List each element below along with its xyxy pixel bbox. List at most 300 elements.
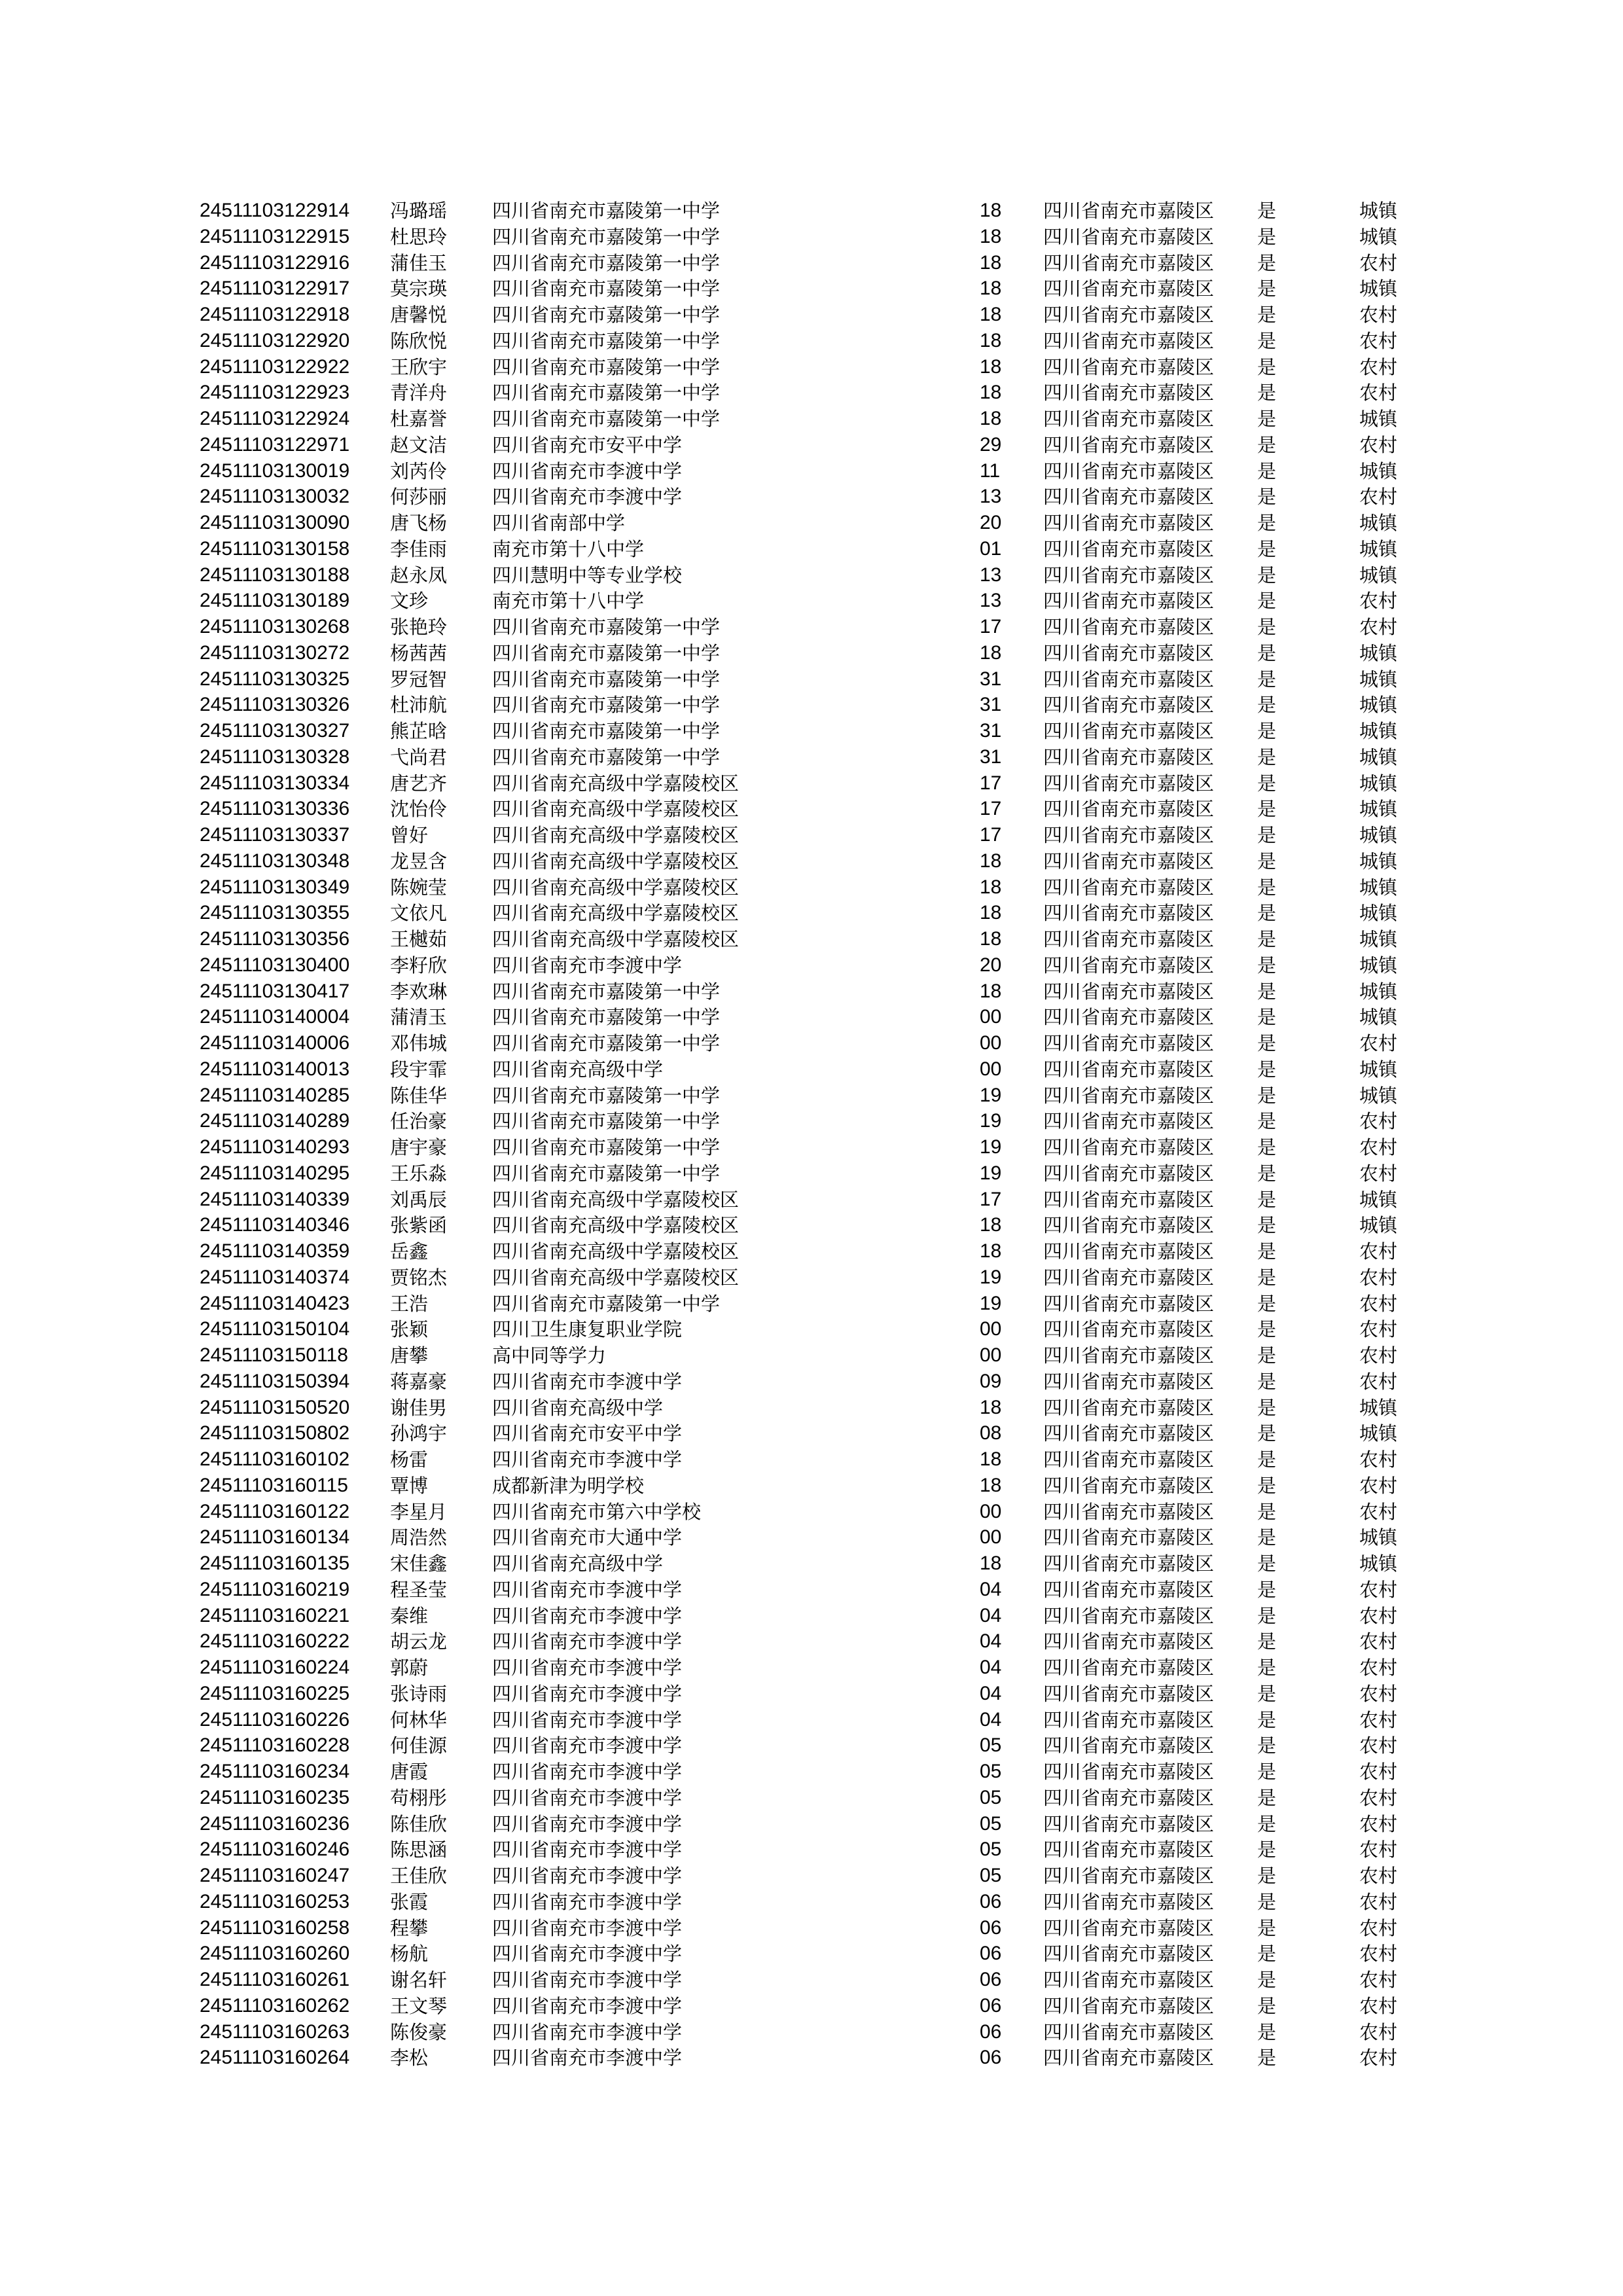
school-cell: 四川省南充市嘉陵第一中学 — [492, 1136, 721, 1158]
flag-cell: 是 — [1257, 200, 1277, 222]
name-cell: 王樾茹 — [390, 928, 448, 950]
name-cell: 王文琴 — [390, 1994, 448, 2017]
code-cell: 06 — [980, 1969, 1002, 1990]
area-type-cell: 农村 — [1359, 1786, 1398, 1809]
exam-id-cell: 24511103122915 — [200, 225, 350, 247]
region-cell: 四川省南充市嘉陵区 — [1043, 1058, 1215, 1081]
code-cell: 17 — [980, 798, 1002, 820]
school-cell: 四川省南充市嘉陵第一中学 — [492, 1110, 721, 1133]
area-type-cell: 农村 — [1359, 616, 1398, 638]
area-type-cell: 城镇 — [1359, 512, 1398, 534]
code-cell: 13 — [980, 590, 1002, 612]
area-type-cell: 农村 — [1359, 1240, 1398, 1263]
table-row — [0, 926, 1623, 952]
school-cell: 南充市第十八中学 — [492, 590, 645, 613]
region-cell: 四川省南充市嘉陵区 — [1043, 1865, 1215, 1887]
region-cell: 四川省南充市嘉陵区 — [1043, 1839, 1215, 1861]
school-cell: 四川省南充市嘉陵第一中学 — [492, 694, 721, 717]
school-cell: 四川省南充高级中学 — [492, 1058, 664, 1081]
flag-cell: 是 — [1257, 694, 1277, 717]
table-row — [0, 822, 1623, 848]
school-cell: 四川省南充市嘉陵第一中学 — [492, 1292, 721, 1315]
exam-id-cell: 24511103160235 — [200, 1786, 350, 1808]
region-cell: 四川省南充市嘉陵区 — [1043, 1969, 1215, 1991]
flag-cell: 是 — [1257, 1266, 1277, 1289]
code-cell: 05 — [980, 1839, 1002, 1861]
table-row — [0, 458, 1623, 484]
region-cell: 四川省南充市嘉陵区 — [1043, 2047, 1215, 2070]
exam-id-cell: 24511103160225 — [200, 1682, 350, 1704]
table-row — [0, 588, 1623, 614]
school-cell: 四川省南充市嘉陵第一中学 — [492, 304, 721, 326]
area-type-cell: 农村 — [1359, 1318, 1398, 1341]
area-type-cell: 城镇 — [1359, 1214, 1398, 1237]
flag-cell: 是 — [1257, 1084, 1277, 1107]
name-cell: 贾铭杰 — [390, 1266, 448, 1289]
school-cell: 四川省南充市李渡中学 — [492, 1839, 683, 1861]
school-cell: 四川省南充市李渡中学 — [492, 1682, 683, 1705]
table-row — [0, 796, 1623, 822]
table-row — [0, 276, 1623, 302]
name-cell: 青洋舟 — [390, 382, 448, 404]
code-cell: 00 — [980, 1344, 1002, 1366]
exam-id-cell: 24511103160221 — [200, 1604, 350, 1626]
exam-id-cell: 24511103160222 — [200, 1630, 350, 1653]
table-row — [0, 328, 1623, 354]
flag-cell: 是 — [1257, 382, 1277, 404]
flag-cell: 是 — [1257, 1682, 1277, 1705]
table-row — [0, 1655, 1623, 1681]
table-row — [0, 2045, 1623, 2071]
exam-id-cell: 24511103122971 — [200, 433, 350, 456]
region-cell: 四川省南充市嘉陵区 — [1043, 1422, 1215, 1445]
school-cell: 四川省南充高级中学嘉陵校区 — [492, 1214, 740, 1237]
name-cell: 程攀 — [390, 1916, 429, 1939]
region-cell: 四川省南充市嘉陵区 — [1043, 980, 1215, 1003]
exam-id-cell: 24511103130417 — [200, 980, 350, 1002]
school-cell: 四川省南充市安平中学 — [492, 433, 683, 456]
flag-cell: 是 — [1257, 251, 1277, 274]
area-type-cell: 农村 — [1359, 355, 1398, 378]
region-cell: 四川省南充市嘉陵区 — [1043, 537, 1215, 560]
region-cell: 四川省南充市嘉陵区 — [1043, 1266, 1215, 1289]
flag-cell: 是 — [1257, 225, 1277, 248]
school-cell: 四川省南充市李渡中学 — [492, 1943, 683, 1965]
exam-id-cell: 24511103150394 — [200, 1370, 350, 1392]
region-cell: 四川省南充市嘉陵区 — [1043, 1006, 1215, 1029]
school-cell: 四川省南充高级中学 — [492, 1396, 664, 1419]
code-cell: 06 — [980, 1916, 1002, 1939]
region-cell: 四川省南充市嘉陵区 — [1043, 1761, 1215, 1783]
name-cell: 胡云龙 — [390, 1630, 448, 1653]
flag-cell: 是 — [1257, 1240, 1277, 1263]
flag-cell: 是 — [1257, 1214, 1277, 1237]
code-cell: 18 — [980, 928, 1002, 950]
area-type-cell: 城镇 — [1359, 954, 1398, 977]
region-cell: 四川省南充市嘉陵区 — [1043, 1162, 1215, 1185]
name-cell: 唐飞杨 — [390, 512, 448, 534]
table-row — [0, 666, 1623, 692]
name-cell: 弋尚君 — [390, 745, 448, 768]
school-cell: 成都新津为明学校 — [492, 1474, 645, 1497]
area-type-cell: 农村 — [1359, 1110, 1398, 1133]
code-cell: 20 — [980, 512, 1002, 533]
table-row — [0, 562, 1623, 588]
flag-cell: 是 — [1257, 433, 1277, 456]
table-row — [0, 1499, 1623, 1525]
region-cell: 四川省南充市嘉陵区 — [1043, 486, 1215, 509]
exam-id-cell: 24511103122918 — [200, 304, 350, 325]
code-cell: 18 — [980, 355, 1002, 378]
region-cell: 四川省南充市嘉陵区 — [1043, 251, 1215, 274]
table-row — [0, 874, 1623, 901]
flag-cell: 是 — [1257, 1396, 1277, 1419]
flag-cell: 是 — [1257, 486, 1277, 509]
flag-cell: 是 — [1257, 537, 1277, 560]
table-row — [0, 406, 1623, 432]
region-cell: 四川省南充市嘉陵区 — [1043, 512, 1215, 534]
region-cell: 四川省南充市嘉陵区 — [1043, 1240, 1215, 1263]
flag-cell: 是 — [1257, 1786, 1277, 1809]
area-type-cell: 农村 — [1359, 486, 1398, 509]
table-row — [0, 536, 1623, 562]
name-cell: 王浩 — [390, 1292, 429, 1315]
name-cell: 唐馨悦 — [390, 304, 448, 326]
area-type-cell: 农村 — [1359, 1812, 1398, 1835]
region-cell: 四川省南充市嘉陵区 — [1043, 1136, 1215, 1158]
flag-cell: 是 — [1257, 1006, 1277, 1029]
table-row — [0, 1265, 1623, 1291]
region-cell: 四川省南充市嘉陵区 — [1043, 1344, 1215, 1367]
flag-cell: 是 — [1257, 824, 1277, 846]
region-cell: 四川省南充市嘉陵区 — [1043, 1657, 1215, 1679]
name-cell: 王乐淼 — [390, 1162, 448, 1185]
flag-cell: 是 — [1257, 1032, 1277, 1054]
exam-id-cell: 24511103140004 — [200, 1006, 350, 1028]
region-cell: 四川省南充市嘉陵区 — [1043, 2020, 1215, 2043]
code-cell: 18 — [980, 200, 1002, 221]
name-cell: 秦维 — [390, 1604, 429, 1627]
flag-cell: 是 — [1257, 1552, 1277, 1575]
exam-id-cell: 24511103160102 — [200, 1448, 350, 1470]
table-row — [0, 900, 1623, 926]
table-row — [0, 1446, 1623, 1473]
flag-cell: 是 — [1257, 1943, 1277, 1965]
name-cell: 蒋嘉豪 — [390, 1370, 448, 1393]
flag-cell: 是 — [1257, 1162, 1277, 1185]
flag-cell: 是 — [1257, 1657, 1277, 1679]
name-cell: 罗冠智 — [390, 668, 448, 691]
name-cell: 杜沛航 — [390, 694, 448, 717]
table-row — [0, 1524, 1623, 1551]
region-cell: 四川省南充市嘉陵区 — [1043, 1630, 1215, 1653]
school-cell: 四川省南充高级中学嘉陵校区 — [492, 876, 740, 899]
region-cell: 四川省南充市嘉陵区 — [1043, 355, 1215, 378]
flag-cell: 是 — [1257, 512, 1277, 534]
code-cell: 19 — [980, 1110, 1002, 1132]
area-type-cell: 城镇 — [1359, 694, 1398, 717]
school-cell: 四川省南充高级中学嘉陵校区 — [492, 1240, 740, 1263]
school-cell: 四川省南充市李渡中学 — [492, 1994, 683, 2017]
region-cell: 四川省南充市嘉陵区 — [1043, 1526, 1215, 1549]
code-cell: 01 — [980, 537, 1002, 560]
flag-cell: 是 — [1257, 1890, 1277, 1913]
region-cell: 四川省南充市嘉陵区 — [1043, 1214, 1215, 1237]
name-cell: 刘芮伶 — [390, 459, 448, 482]
name-cell: 张诗雨 — [390, 1682, 448, 1705]
region-cell: 四川省南充市嘉陵区 — [1043, 1604, 1215, 1627]
exam-id-cell: 24511103130327 — [200, 720, 350, 742]
flag-cell: 是 — [1257, 2047, 1277, 2070]
school-cell: 四川省南充市李渡中学 — [492, 459, 683, 482]
area-type-cell: 城镇 — [1359, 200, 1398, 222]
area-type-cell: 城镇 — [1359, 278, 1398, 300]
school-cell: 四川省南充市嘉陵第一中学 — [492, 382, 721, 404]
name-cell: 杜嘉誉 — [390, 408, 448, 430]
code-cell: 13 — [980, 486, 1002, 508]
name-cell: 刘禹辰 — [390, 1188, 448, 1211]
area-type-cell: 农村 — [1359, 1162, 1398, 1185]
name-cell: 何佳源 — [390, 1734, 448, 1757]
flag-cell: 是 — [1257, 1734, 1277, 1757]
region-cell: 四川省南充市嘉陵区 — [1043, 304, 1215, 326]
code-cell: 18 — [980, 850, 1002, 872]
region-cell: 四川省南充市嘉陵区 — [1043, 564, 1215, 586]
region-cell: 四川省南充市嘉陵区 — [1043, 1578, 1215, 1601]
table-row — [0, 1238, 1623, 1265]
area-type-cell: 农村 — [1359, 1994, 1398, 2017]
flag-cell: 是 — [1257, 850, 1277, 872]
name-cell: 邓伟城 — [390, 1032, 448, 1054]
code-cell: 19 — [980, 1084, 1002, 1106]
code-cell: 00 — [980, 1500, 1002, 1522]
exam-id-cell: 24511103160226 — [200, 1708, 350, 1731]
exam-id-cell: 24511103140006 — [200, 1032, 350, 1054]
exam-id-cell: 24511103130400 — [200, 954, 350, 976]
table-row — [0, 1915, 1623, 1941]
flag-cell: 是 — [1257, 2020, 1277, 2043]
region-cell: 四川省南充市嘉陵区 — [1043, 641, 1215, 664]
code-cell: 17 — [980, 772, 1002, 794]
area-type-cell: 农村 — [1359, 329, 1398, 352]
table-row — [0, 250, 1623, 276]
code-cell: 06 — [980, 2047, 1002, 2069]
name-cell: 谢佳男 — [390, 1396, 448, 1419]
flag-cell: 是 — [1257, 928, 1277, 950]
code-cell: 18 — [980, 225, 1002, 247]
school-cell: 四川省南充市李渡中学 — [492, 1657, 683, 1679]
exam-id-cell: 24511103160246 — [200, 1839, 350, 1861]
name-cell: 谢名轩 — [390, 1969, 448, 1991]
code-cell: 06 — [980, 1994, 1002, 2017]
name-cell: 龙昱含 — [390, 850, 448, 872]
flag-cell: 是 — [1257, 278, 1277, 300]
flag-cell: 是 — [1257, 1865, 1277, 1887]
school-cell: 四川省南充市嘉陵第一中学 — [492, 355, 721, 378]
school-cell: 四川省南充市大通中学 — [492, 1526, 683, 1549]
school-cell: 四川省南充市嘉陵第一中学 — [492, 251, 721, 274]
table-row — [0, 1083, 1623, 1109]
region-cell: 四川省南充市嘉陵区 — [1043, 382, 1215, 404]
code-cell: 05 — [980, 1761, 1002, 1782]
area-type-cell: 农村 — [1359, 1708, 1398, 1731]
region-cell: 四川省南充市嘉陵区 — [1043, 1110, 1215, 1133]
table-row — [0, 1941, 1623, 1967]
school-cell: 四川省南充市嘉陵第一中学 — [492, 1006, 721, 1029]
region-cell: 四川省南充市嘉陵区 — [1043, 616, 1215, 638]
name-cell: 杜思玲 — [390, 225, 448, 248]
name-cell: 覃博 — [390, 1474, 429, 1497]
area-type-cell: 农村 — [1359, 1578, 1398, 1601]
school-cell: 四川省南充市嘉陵第一中学 — [492, 408, 721, 430]
region-cell: 四川省南充市嘉陵区 — [1043, 408, 1215, 430]
area-type-cell: 城镇 — [1359, 850, 1398, 872]
region-cell: 四川省南充市嘉陵区 — [1043, 745, 1215, 768]
area-type-cell: 城镇 — [1359, 745, 1398, 768]
area-type-cell: 城镇 — [1359, 824, 1398, 846]
exam-id-cell: 24511103160261 — [200, 1969, 350, 1990]
area-type-cell: 农村 — [1359, 433, 1398, 456]
school-cell: 四川省南充市嘉陵第一中学 — [492, 720, 721, 742]
exam-id-cell: 24511103122917 — [200, 278, 350, 300]
table-row — [0, 1551, 1623, 1577]
region-cell: 四川省南充市嘉陵区 — [1043, 876, 1215, 899]
area-type-cell: 农村 — [1359, 1292, 1398, 1315]
table-row — [0, 1473, 1623, 1499]
flag-cell: 是 — [1257, 1500, 1277, 1523]
name-cell: 陈佳华 — [390, 1084, 448, 1107]
exam-id-cell: 24511103140359 — [200, 1240, 350, 1262]
flag-cell: 是 — [1257, 408, 1277, 430]
school-cell: 四川省南充市嘉陵第一中学 — [492, 200, 721, 222]
school-cell: 四川省南充市李渡中学 — [492, 1786, 683, 1809]
name-cell: 程圣莹 — [390, 1578, 448, 1601]
code-cell: 04 — [980, 1657, 1002, 1678]
school-cell: 四川省南充市李渡中学 — [492, 1761, 683, 1783]
region-cell: 四川省南充市嘉陵区 — [1043, 1188, 1215, 1211]
table-row — [0, 978, 1623, 1005]
exam-id-cell: 24511103160260 — [200, 1943, 350, 1965]
code-cell: 13 — [980, 564, 1002, 586]
table-row — [0, 848, 1623, 874]
table-row — [0, 952, 1623, 978]
school-cell: 四川省南充市李渡中学 — [492, 1812, 683, 1835]
school-cell: 四川省南充高级中学嘉陵校区 — [492, 772, 740, 795]
flag-cell: 是 — [1257, 459, 1277, 482]
name-cell: 任治豪 — [390, 1110, 448, 1133]
code-cell: 18 — [980, 641, 1002, 664]
name-cell: 王佳欣 — [390, 1865, 448, 1887]
code-cell: 31 — [980, 720, 1002, 742]
area-type-cell: 农村 — [1359, 2020, 1398, 2043]
flag-cell: 是 — [1257, 1344, 1277, 1367]
code-cell: 17 — [980, 1188, 1002, 1210]
code-cell: 09 — [980, 1370, 1002, 1392]
exam-id-cell: 24511103160264 — [200, 2047, 350, 2069]
name-cell: 杨航 — [390, 1943, 429, 1965]
flag-cell: 是 — [1257, 1604, 1277, 1627]
region-cell: 四川省南充市嘉陵区 — [1043, 225, 1215, 248]
region-cell: 四川省南充市嘉陵区 — [1043, 1890, 1215, 1913]
exam-id-cell: 24511103130348 — [200, 850, 350, 872]
code-cell: 20 — [980, 954, 1002, 976]
exam-id-cell: 24511103140339 — [200, 1188, 350, 1210]
region-cell: 四川省南充市嘉陵区 — [1043, 1943, 1215, 1965]
table-row — [0, 198, 1623, 224]
area-type-cell: 农村 — [1359, 1865, 1398, 1887]
exam-id-cell: 24511103160253 — [200, 1890, 350, 1912]
area-type-cell: 农村 — [1359, 2047, 1398, 2070]
table-row — [0, 1030, 1623, 1056]
code-cell: 18 — [980, 1396, 1002, 1418]
flag-cell: 是 — [1257, 1839, 1277, 1861]
table-row — [0, 718, 1623, 744]
school-cell: 四川省南充市安平中学 — [492, 1422, 683, 1445]
region-cell: 四川省南充市嘉陵区 — [1043, 928, 1215, 950]
table-row — [0, 432, 1623, 458]
flag-cell: 是 — [1257, 590, 1277, 613]
table-row — [0, 1004, 1623, 1030]
school-cell: 四川省南充市嘉陵第一中学 — [492, 225, 721, 248]
region-cell: 四川省南充市嘉陵区 — [1043, 590, 1215, 613]
table-row — [0, 1395, 1623, 1421]
flag-cell: 是 — [1257, 1526, 1277, 1549]
flag-cell: 是 — [1257, 1578, 1277, 1601]
name-cell: 何林华 — [390, 1708, 448, 1731]
school-cell: 四川省南充市李渡中学 — [492, 1734, 683, 1757]
code-cell: 31 — [980, 668, 1002, 690]
exam-id-cell: 24511103122924 — [200, 408, 350, 429]
table-row — [0, 1420, 1623, 1446]
code-cell: 18 — [980, 980, 1002, 1002]
name-cell: 李籽欣 — [390, 954, 448, 977]
region-cell: 四川省南充市嘉陵区 — [1043, 824, 1215, 846]
name-cell: 唐霞 — [390, 1761, 429, 1783]
region-cell: 四川省南充市嘉陵区 — [1043, 1552, 1215, 1575]
school-cell: 四川省南充高级中学嘉陵校区 — [492, 902, 740, 925]
table-row — [0, 1212, 1623, 1238]
area-type-cell: 城镇 — [1359, 902, 1398, 925]
exam-id-cell: 24511103130336 — [200, 798, 350, 820]
table-row — [0, 1863, 1623, 1889]
exam-id-cell: 24511103130355 — [200, 902, 350, 924]
exam-id-cell: 24511103160135 — [200, 1552, 350, 1574]
flag-cell: 是 — [1257, 616, 1277, 638]
school-cell: 四川卫生康复职业学院 — [492, 1318, 683, 1341]
region-cell: 四川省南充市嘉陵区 — [1043, 668, 1215, 691]
code-cell: 18 — [980, 1214, 1002, 1236]
flag-cell: 是 — [1257, 1474, 1277, 1497]
area-type-cell: 农村 — [1359, 1344, 1398, 1367]
code-cell: 04 — [980, 1630, 1002, 1653]
exam-id-cell: 24511103140423 — [200, 1292, 350, 1314]
area-type-cell: 农村 — [1359, 1136, 1398, 1158]
table-row — [0, 1993, 1623, 2019]
exam-id-cell: 24511103160134 — [200, 1526, 350, 1549]
flag-cell: 是 — [1257, 1969, 1277, 1991]
code-cell: 18 — [980, 1240, 1002, 1262]
table-row — [0, 1732, 1623, 1759]
table-row — [0, 354, 1623, 380]
area-type-cell: 农村 — [1359, 304, 1398, 326]
table-row — [0, 302, 1623, 328]
name-cell: 陈思涵 — [390, 1839, 448, 1861]
school-cell: 四川省南充市嘉陵第一中学 — [492, 641, 721, 664]
area-type-cell: 城镇 — [1359, 1422, 1398, 1445]
flag-cell: 是 — [1257, 1761, 1277, 1783]
flag-cell: 是 — [1257, 902, 1277, 925]
name-cell: 孙鸿宇 — [390, 1422, 448, 1445]
